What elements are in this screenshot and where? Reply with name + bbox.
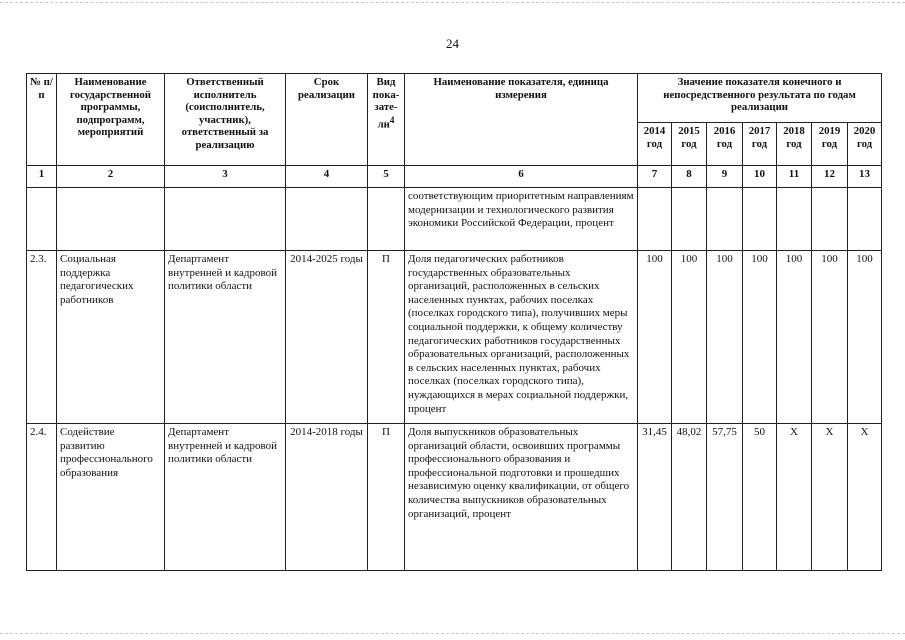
row-value-2014: 100: [638, 251, 672, 424]
column-number: 8: [672, 166, 707, 188]
table-header-row: [27, 74, 882, 123]
column-number: 2: [57, 166, 165, 188]
column-number: 7: [638, 166, 672, 188]
column-number: 6: [405, 166, 638, 188]
row-program-name: [57, 188, 165, 251]
scan-artifact-line: [0, 2, 905, 3]
table-row-2-4: [27, 424, 882, 571]
header-indicator-name: Наименование показателя, единица измерения: [405, 74, 638, 166]
header-year: 2014 год: [638, 123, 672, 166]
header-number: № п/п: [27, 74, 57, 166]
header-indicator-kind: [368, 74, 405, 166]
header-year: 2015 год: [672, 123, 707, 166]
row-period: 2014-2025 годы: [286, 251, 368, 424]
row-indicator-text: Доля педагогических работников государственных образовательных организаций, расположенных в сельских населенных пунктах, рабочих поселках (поселках городского типа), получивших меры социальной поддержки, к общему количеству педагогических работников государственных образовательных организаций, расположенных в сельских населенных пунктах, рабочих поселках (поселках городского типа), нуждающихся в мерах социальной поддержки, процент: [405, 251, 638, 424]
row-period: [286, 188, 368, 251]
column-number-row: [27, 166, 882, 188]
row-value-2014: [638, 188, 672, 251]
header-program-name: Наименование государственной программы, подпрограмм, мероприятий: [57, 74, 165, 166]
row-value-2020: Х: [848, 424, 882, 571]
column-number: 4: [286, 166, 368, 188]
row-value-2018: Х: [777, 424, 812, 571]
row-value-2016: 57,75: [707, 424, 743, 571]
row-value-2015: 48,02: [672, 424, 707, 571]
row-indicator-kind: П: [368, 251, 405, 424]
header-year: 2017 год: [743, 123, 777, 166]
row-value-2020: 100: [848, 251, 882, 424]
row-value-2015: [672, 188, 707, 251]
indicators-table: [26, 73, 882, 571]
column-number: 13: [848, 166, 882, 188]
row-indicator-text: соответствующим приоритетным направлениям модернизации и технологического развития экономики Российской Федерации, процент: [405, 188, 638, 251]
row-indicator-kind: [368, 188, 405, 251]
column-number: 12: [812, 166, 848, 188]
row-value-2020: [848, 188, 882, 251]
row-number: 2.3.: [27, 251, 57, 424]
row-program-name: Содействие развитию профессионального образования: [57, 424, 165, 571]
header-period: Срок реализации: [286, 74, 368, 166]
row-value-2019: 100: [812, 251, 848, 424]
page-number: 24: [446, 36, 459, 51]
column-number: 3: [165, 166, 286, 188]
row-period: 2014-2018 годы: [286, 424, 368, 571]
header-year: 2020 год: [848, 123, 882, 166]
row-value-2017: 50: [743, 424, 777, 571]
row-value-2014: 31,45: [638, 424, 672, 571]
row-value-2016: [707, 188, 743, 251]
row-executor: Департамент внутренней и кадровой политики области: [165, 424, 286, 571]
row-value-2018: 100: [777, 251, 812, 424]
row-number: [27, 188, 57, 251]
header-year: 2016 год: [707, 123, 743, 166]
row-executor: [165, 188, 286, 251]
row-value-2016: 100: [707, 251, 743, 424]
row-number: 2.4.: [27, 424, 57, 571]
header-indicator-kind-text: Вид пока-зате-ли: [372, 76, 400, 131]
row-value-2017: [743, 188, 777, 251]
row-value-2018: [777, 188, 812, 251]
column-number: 5: [368, 166, 405, 188]
header-year: 2018 год: [777, 123, 812, 166]
row-value-2019: Х: [812, 424, 848, 571]
row-indicator-kind: П: [368, 424, 405, 571]
table-row-continuation: [27, 188, 882, 251]
row-value-2015: 100: [672, 251, 707, 424]
footnote-mark: 4: [389, 114, 395, 125]
header-executor: Ответственный исполнитель (соисполнитель, участник), ответственный за реализацию: [165, 74, 286, 166]
row-executor: Департамент внутренней и кадровой политики области: [165, 251, 286, 424]
header-year: 2019 год: [812, 123, 848, 166]
scan-artifact-line: [0, 633, 905, 634]
column-number: 11: [777, 166, 812, 188]
row-indicator-text: Доля выпускников образовательных организаций области, освоивших программы профессионального образования и профессиональной подготовки и прошедших независимую оценку квалификации, от общего количества выпускников образовательных организаций, процент: [405, 424, 638, 571]
row-value-2017: 100: [743, 251, 777, 424]
header-values-group: Значение показателя конечного и непосредственного результата по годам реализации: [638, 74, 882, 123]
column-number: 9: [707, 166, 743, 188]
table-row-2-3: [27, 251, 882, 424]
column-number: 10: [743, 166, 777, 188]
column-number: 1: [27, 166, 57, 188]
row-program-name: Социальная поддержка педагогических работников: [57, 251, 165, 424]
row-value-2019: [812, 188, 848, 251]
